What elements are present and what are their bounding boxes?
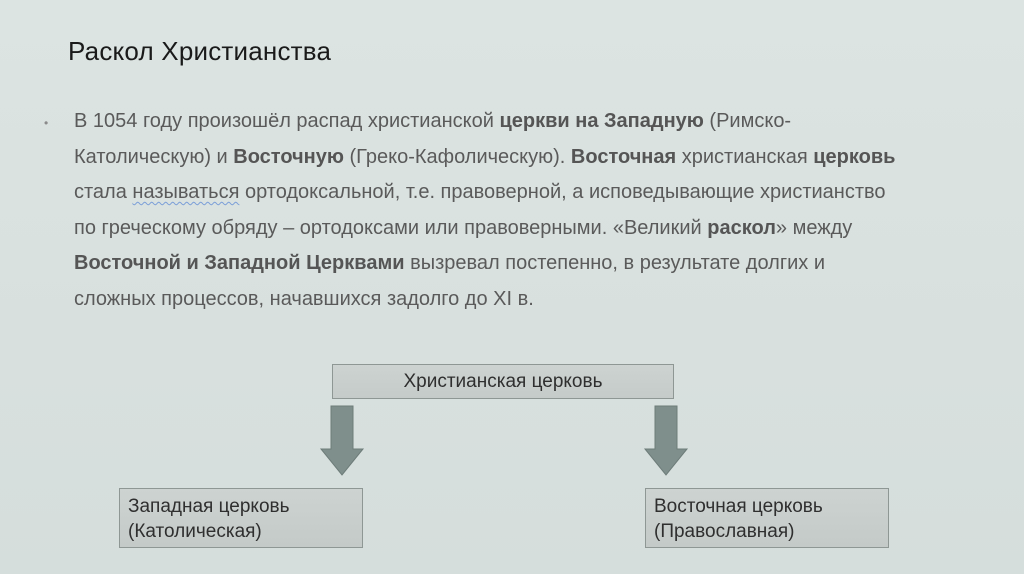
eastern-church-label: Восточная церковь [654, 496, 823, 517]
paragraph-segment: христианская [676, 145, 814, 168]
paragraph-segment: » между [775, 216, 853, 239]
eastern-church-box [645, 488, 889, 548]
body-paragraph [74, 104, 904, 317]
paragraph-bold-segment: Восточная [570, 145, 677, 168]
paragraph-bold-segment: церковь [813, 145, 896, 168]
bullet-dot-icon: • [44, 116, 49, 130]
down-arrow-left-icon [319, 405, 365, 477]
paragraph-segment: ортодоксальной, т.е. правоверной, а исповедывающие христианство по греческому обряду – ортодоксами или правоверными. «Великий [74, 181, 886, 239]
paragraph-segment: (Греко-Кафолическую). [343, 145, 571, 168]
paragraph-bold-segment: Восточную [233, 145, 344, 168]
down-arrow-right-icon [643, 405, 689, 477]
root-church-label: Христианская церковь [403, 371, 603, 392]
slide-title: Раскол Христианства [68, 36, 332, 66]
root-church-box [332, 364, 674, 399]
paragraph-segment: вызревал постепенно, в результате долгих и сложных процессов, начавшихся задолго до XI в. [74, 252, 826, 310]
paragraph-segment: стала [74, 181, 133, 203]
paragraph-segment: (Римско-Католическую) и [74, 110, 792, 168]
eastern-church-sublabel: (Православная) [654, 521, 795, 542]
western-church-label: Западная церковь [128, 496, 290, 517]
paragraph-bold-segment: раскол [707, 216, 776, 239]
paragraph-segment: называться [132, 181, 240, 203]
paragraph-bold-segment: Восточной и Западной Церквами [74, 252, 405, 274]
western-church-sublabel: (Католическая) [128, 521, 262, 542]
western-church-box [119, 488, 363, 548]
paragraph-bold-segment: церкви на Западную [499, 110, 704, 132]
paragraph-segment: В 1054 году произошёл распад христианской [74, 110, 500, 132]
